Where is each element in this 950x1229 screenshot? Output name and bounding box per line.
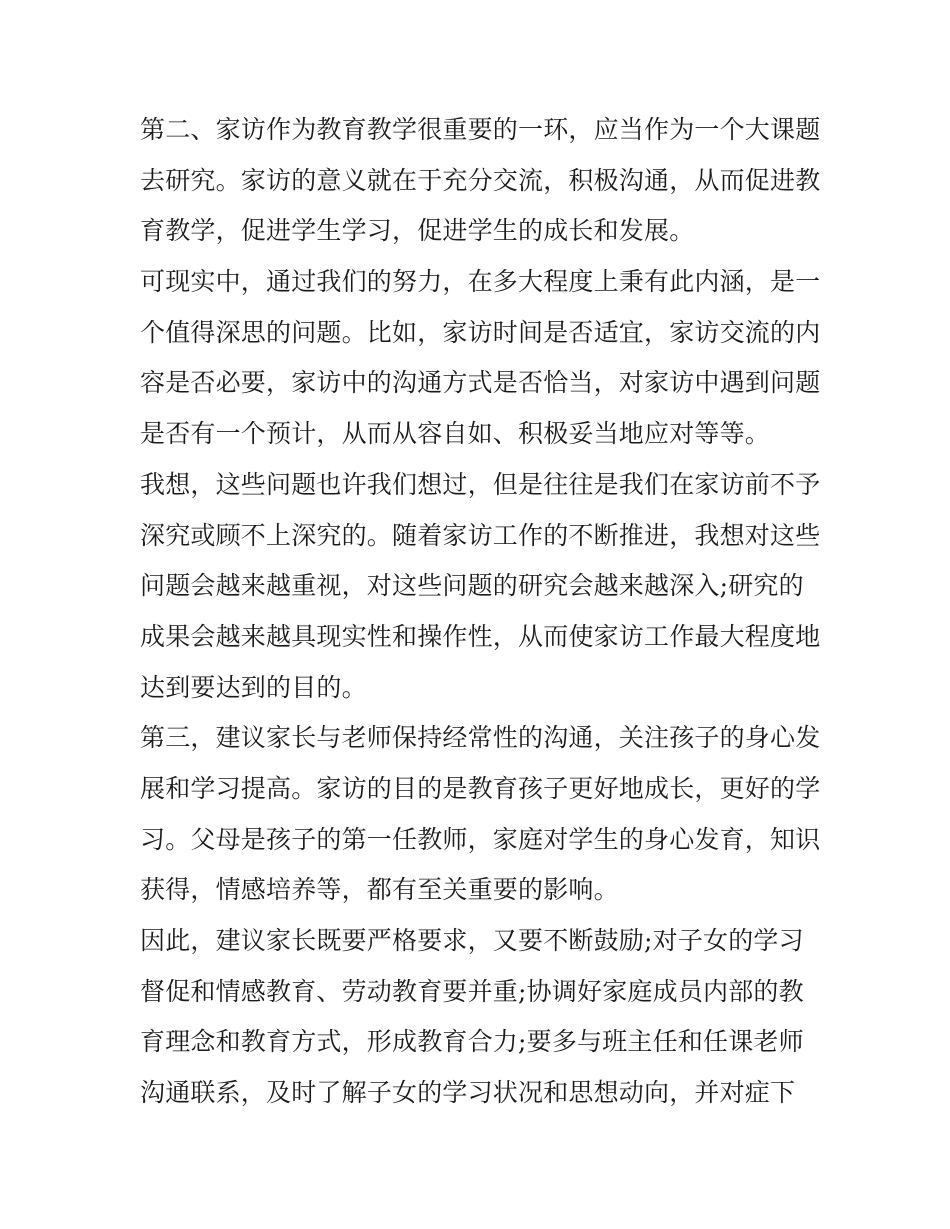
text-line: 第二、家访作为教育教学很重要的一环，应当作为一个大课题 <box>140 115 821 144</box>
text-line: 成果会越来越具现实性和操作性，从而使家访工作最大程度地 <box>140 621 821 651</box>
text-line: 深究或顾不上深究的。随着家访工作的不断推进，我想对这些 <box>140 520 821 550</box>
text-line: 第三，建议家长与老师保持经常性的沟通，关注孩子的身心发 <box>140 723 821 753</box>
text-line: 展和学习提高。家访的目的是教育孩子更好地成长，更好的学 <box>140 773 821 803</box>
text-line: 个值得深思的问题。比如，家访时间是否适宜，家访交流的内 <box>140 317 821 347</box>
document-page <box>140 108 820 1122</box>
paragraph-reflection <box>140 463 820 716</box>
text-line: 可现实中，通过我们的努力，在多大程度上秉有此内涵，是一 <box>140 267 821 297</box>
paragraph-reality-question <box>140 260 820 463</box>
paragraph-third-point <box>140 716 820 919</box>
text-line: 去研究。家访的意义就在于充分交流，积极沟通，从而促进教 <box>140 165 821 195</box>
paragraph-recommendations <box>140 919 820 1122</box>
text-line: 育理念和教育方式，形成教育合力;要多与班主任和任课老师 <box>140 1027 804 1057</box>
text-line: 督促和情感教育、劳动教育要并重;协调好家庭成员内部的教 <box>140 976 804 1006</box>
text-line: 沟通联系，及时了解子女的学习状况和思想动向，并对症下 <box>140 1078 796 1108</box>
text-line: 容是否必要，家访中的沟通方式是否恰当，对家访中遇到问题 <box>140 368 821 398</box>
text-line: 育教学，促进学生学习，促进学生的成长和发展。 <box>140 216 695 246</box>
text-line: 是否有一个预计，从而从容自如、积极妥当地应对等等。 <box>140 419 771 449</box>
text-line: 习。父母是孩子的第一任教师，家庭对学生的身心发育，知识 <box>140 824 821 854</box>
text-line: 达到要达到的目的。 <box>140 672 367 702</box>
paragraph-second-point <box>140 108 820 260</box>
text-line: 我想，这些问题也许我们想过，但是往往是我们在家访前不予 <box>140 469 821 499</box>
text-line: 问题会越来越重视，对这些问题的研究会越来越深入;研究的 <box>140 571 804 601</box>
text-line: 因此，建议家长既要严格要求，又要不断鼓励;对子女的学习 <box>140 926 804 955</box>
text-line: 获得，情感培养等，都有至关重要的影响。 <box>140 875 619 905</box>
